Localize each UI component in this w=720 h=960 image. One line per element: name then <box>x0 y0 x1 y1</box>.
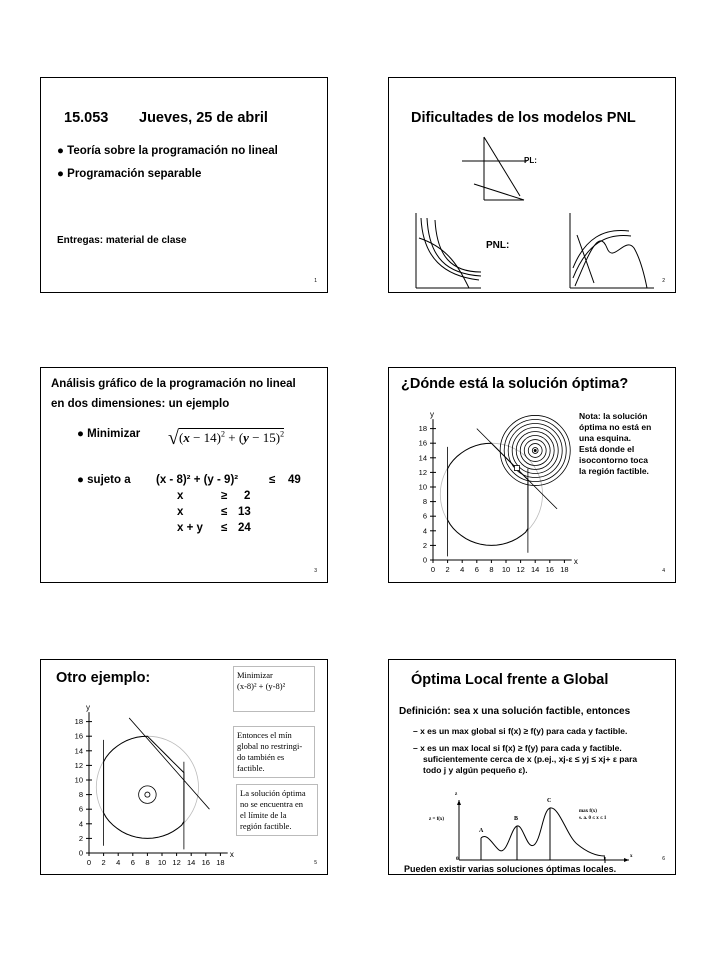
x-tick-label: 2 <box>101 858 106 867</box>
x-tick-label: 10 <box>157 858 167 867</box>
formula-exp: 2 <box>221 429 225 439</box>
local-max-line: – x es un max local si f(x) ≥ f(y) para cada y factible. <box>413 743 622 753</box>
x-tick-label: 0 <box>430 565 436 574</box>
formula-part: ( <box>178 430 184 445</box>
y-tick-label: 14 <box>74 746 83 756</box>
box-line: el límite de la <box>240 810 287 820</box>
y-tick-label: 12 <box>418 467 427 477</box>
constraint-lhs: x <box>177 506 184 518</box>
x-tick-label: 18 <box>216 858 225 867</box>
note-line: una esquina. <box>579 433 631 443</box>
slide-4 <box>388 367 676 583</box>
point-b-label: B <box>514 816 519 822</box>
box-line: global no restringi- <box>237 741 303 751</box>
feasible-region <box>104 736 184 838</box>
global-max-item: – x es un max global si f(x) ≥ f(y) para cada y factible. <box>413 726 628 736</box>
y-tick-label: 0 <box>422 555 427 565</box>
y-tick-label: 12 <box>74 760 83 770</box>
slide-title: Otro ejemplo: <box>56 670 151 686</box>
x-tick-label: 16 <box>201 858 210 867</box>
z-axis-label: z <box>455 792 458 797</box>
y-tick-label: 6 <box>78 804 83 814</box>
objective-formula <box>168 425 284 448</box>
isocontour <box>139 786 157 804</box>
formula-part: − 15) <box>248 430 281 445</box>
constraint-rhs: 24 <box>238 522 251 534</box>
constraint-label: s. a. 0 ≤ x ≤ 1 <box>579 816 607 821</box>
x-tick-label: 12 <box>516 565 525 574</box>
sqrt-icon: √ <box>168 427 179 449</box>
slide-footer: Pueden existir varias soluciones óptimas locales. <box>404 864 617 874</box>
x-axis-label: x <box>229 850 234 859</box>
constraint-lhs: x <box>177 490 184 502</box>
x-tick-label: 18 <box>560 565 569 574</box>
pnl-nonconvex-graph <box>570 213 654 288</box>
course-number: 15.053 <box>64 110 109 126</box>
constraint-op: ≤ <box>221 506 228 518</box>
slide-title: ¿Dónde está la solución óptima? <box>401 376 629 392</box>
bullet-item-2: ● Programación separable <box>57 168 202 180</box>
feasible-region <box>448 443 528 545</box>
constraint-rhs: 13 <box>238 506 251 518</box>
y-tick-label: 18 <box>74 717 83 727</box>
x-tick-label: 0 <box>86 858 92 867</box>
y-axis-label: y <box>86 702 90 712</box>
constraint-rhs: 2 <box>244 490 251 502</box>
box-line: La solución óptima <box>240 788 306 798</box>
formula-var-y: y <box>243 430 249 445</box>
subject-to-text: sujeto a <box>87 474 131 486</box>
slide-title: Óptima Local frente a Global <box>411 672 609 688</box>
slide-2 <box>388 77 676 293</box>
minimize-text: Minimizar <box>87 428 141 440</box>
x-tick-label: 6 <box>474 565 479 574</box>
x-tick-label: 16 <box>545 565 554 574</box>
x-tick-label: 10 <box>501 565 511 574</box>
x-tick-label: 8 <box>489 565 494 574</box>
unconstrained-minimum <box>534 449 537 452</box>
y-tick-label: 16 <box>74 731 83 741</box>
x-axis-label: x <box>573 557 578 566</box>
y-tick-label: 6 <box>422 511 427 521</box>
subject-to-label: ● sujeto a <box>77 474 131 486</box>
x-origin-label: 0 <box>456 857 459 862</box>
x-tick-label: 4 <box>460 565 465 574</box>
y-tick-label: 10 <box>74 775 83 785</box>
point-a-label: A <box>479 828 484 834</box>
y-tick-label: 4 <box>422 526 427 536</box>
y-tick-label: 2 <box>422 540 427 550</box>
pl-label: PL: <box>524 156 537 165</box>
x-tick-label: 4 <box>116 858 121 867</box>
formula-part: + ( <box>225 430 244 445</box>
optimal-point <box>514 466 519 471</box>
slide-title-line-1: Análisis gráfico de la programación no lineal <box>51 378 296 390</box>
y-tick-label: 2 <box>78 833 83 843</box>
y-tick-label: 10 <box>418 482 427 492</box>
x-tick-label: 8 <box>145 858 150 867</box>
constraint-op: ≥ <box>221 490 228 502</box>
box-line: do también es <box>237 752 285 762</box>
x-axis-label: x <box>630 854 633 859</box>
point-c-label: C <box>547 798 552 804</box>
bullet-text: Teoría sobre la programación no lineal <box>67 145 278 157</box>
y-tick-label: 4 <box>78 819 83 829</box>
constraint-op: ≤ <box>221 522 228 534</box>
pl-graph <box>389 78 677 294</box>
slide-title: Dificultades de los modelos PNL <box>411 110 636 126</box>
pnl-label: PNL: <box>486 240 510 251</box>
y-tick-label: 0 <box>78 848 83 858</box>
slide-title-line-2: en dos dimensiones: un ejemplo <box>51 398 230 410</box>
note-box-boundary <box>236 784 318 836</box>
note-text <box>579 411 651 477</box>
local-global-chart <box>389 660 677 876</box>
y-tick-label: 8 <box>78 790 83 800</box>
constraint-lhs: (x - 8)² + (y - 9)² <box>156 474 239 486</box>
formula-part: − 14) <box>189 430 221 445</box>
x-tick-label: 14 <box>187 858 196 867</box>
box-line: (x-8)² + (y-8)² <box>237 681 286 691</box>
objective-box <box>233 666 315 712</box>
slide-6 <box>388 659 676 875</box>
page-number: 2 <box>662 278 665 284</box>
box-line: factible. <box>237 763 265 773</box>
constraint-x-plus-y <box>129 718 209 809</box>
slide-1 <box>40 77 328 293</box>
box-line: región factible. <box>240 821 292 831</box>
y-tick-label: 8 <box>422 497 427 507</box>
note-box-global <box>233 726 315 778</box>
minimize-label: ● Minimizar <box>77 428 141 440</box>
local-max-line: suficientemente cerca de x (p.ej., xj-ε ≤ yj ≤ xj+ ε para <box>423 754 638 764</box>
formula-exp: 2 <box>280 429 285 439</box>
constraint-lhs: x + y <box>177 522 203 534</box>
slide-5 <box>40 659 328 875</box>
y-tick-label: 14 <box>418 453 427 463</box>
note-line: isocontorno toca <box>579 455 648 465</box>
note-line: Nota: la solución <box>579 411 648 421</box>
function-label: z = f(x) <box>429 817 445 822</box>
note-line: óptima no está en <box>579 422 652 432</box>
constraint-op: ≤ <box>269 474 276 486</box>
note-line: la región factible. <box>579 466 649 476</box>
pnl-convex-graph <box>416 213 481 288</box>
x-tick-label: 2 <box>445 565 450 574</box>
page-number: 4 <box>662 568 665 574</box>
page-number: 3 <box>314 568 317 574</box>
box-line: Minimizar <box>237 670 273 680</box>
slide-3 <box>40 367 328 583</box>
page-number: 5 <box>314 860 317 866</box>
note-line: Está donde el <box>579 444 635 454</box>
slide-date: Jueves, 25 de abril <box>139 110 268 126</box>
max-label: max f(x) <box>579 809 597 814</box>
x-one-label: 1 <box>603 857 606 862</box>
page-number: 1 <box>314 278 317 284</box>
constraint-rhs: 49 <box>288 474 301 486</box>
optimal-point <box>145 792 150 797</box>
x-tick-label: 12 <box>172 858 181 867</box>
y-tick-label: 16 <box>418 438 427 448</box>
radicand <box>179 428 284 445</box>
y-tick-label: 18 <box>418 424 427 434</box>
x-tick-label: 14 <box>531 565 540 574</box>
page-number: 6 <box>662 856 665 862</box>
bullet-text: Programación separable <box>67 168 202 180</box>
box-line: no se encuentra en <box>240 799 304 809</box>
bullet-item-1: ● Teoría sobre la programación no lineal <box>57 145 278 157</box>
slide-footer: Entregas: material de clase <box>57 235 187 246</box>
box-line: Entonces el mín <box>237 730 292 740</box>
x-tick-label: 6 <box>130 858 135 867</box>
formula-var-x: x <box>183 430 190 445</box>
local-max-line: todo j y algún pequeño ε). <box>423 765 528 775</box>
y-axis-label: y <box>430 409 434 419</box>
definition-text: Definición: sea x una solución factible, entonces <box>399 706 631 717</box>
